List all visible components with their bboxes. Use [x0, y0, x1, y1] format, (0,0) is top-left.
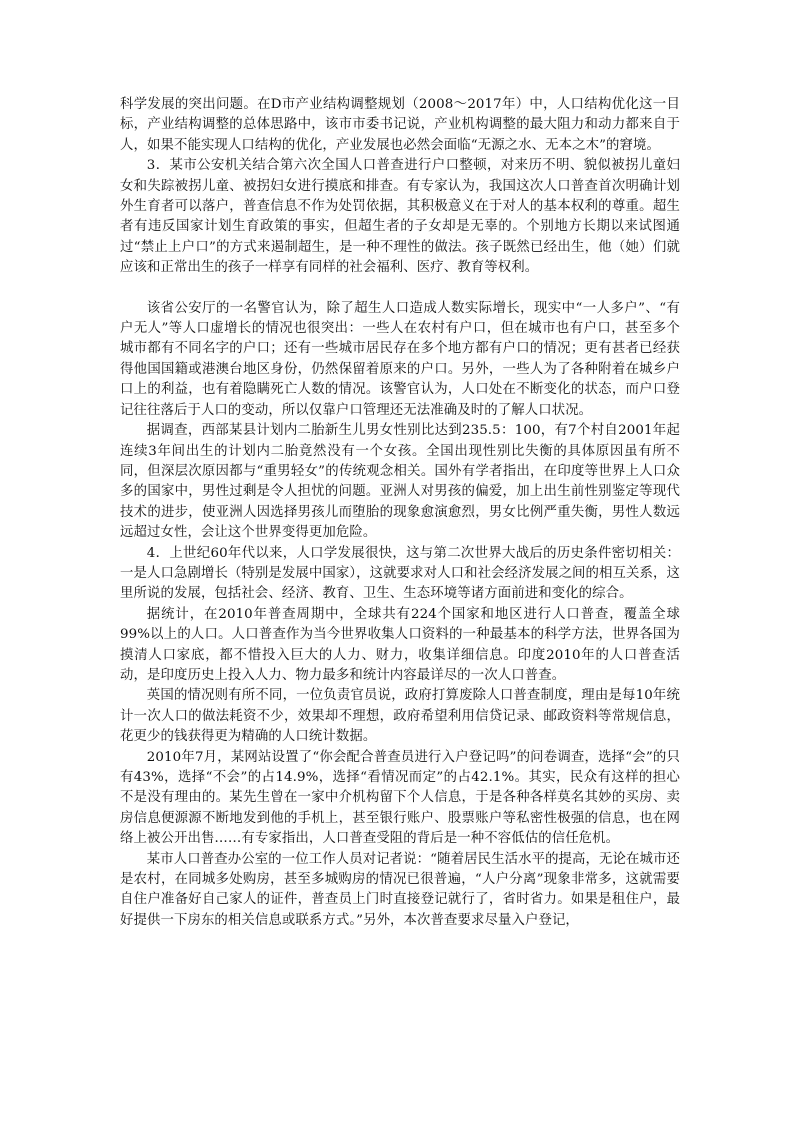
paragraph-p05: 4．上世纪60年代以来，人口学发展很快，这与第二次世界大战后的历史条件密切相关：一是人口急剧增长（特别是发展中国家），这就要求对人口和社会经济发展之间的相互关系，这里所说的发展，包括社会、经济、教育、卫生、生态环境等诸方面前进和变化的综合。 — [120, 545, 680, 602]
paragraph-gap — [120, 279, 680, 299]
paragraph-p06: 据统计，在2010年普查周期中，全球共有224个国家和地区进行人口普查，覆盖全球99%以上的人口。人口普查作为当今世界收集人口资料的一种最基本的科学方法，世界各国为摸清人口家底，都不惜投入巨大的人力、财力，收集详细信息。印度2010年的人口普查活动，是印度历史上投入人力、物力最多和统计内容最详尽的一次人口普查。 — [120, 606, 680, 683]
paragraph-p03: 该省公安厅的一名警官认为，除了超生人口造成人数实际增长，现实中“一人多户”、“有户无人”等人口虚增长的情况也很突出：一些人在农村有户口，但在城市也有户口，甚至多个城市都有不同名字的户口；还有一些城市居民存在多个地方都有户口的情况；更有甚者已经获得他国国籍或港澳台地区身份，仍然保留着原来的户口。另外，一些人为了各种附着在城乡户口上的利益，也有着隐瞒死亡人数的情况。该警官认为，人口处在不断变化的状态，而户口登记往往落后于人口的变动，所以仅靠户口管理还无法准确及时的了解人口状况。 — [120, 300, 680, 418]
paragraph-p08: 2010年7月，某网站设置了“你会配合普查员进行入户登记吗”的问卷调查，选择“会”的只有43%，选择“不会”的占14.9%，选择“看情况而定”的占42.1%。其实，民众有这样的担心不是没有理由的。某先生曾在一家中介机构留下个人信息，于是各种各样莫名其妙的买房、卖房信息便源源不断地发到他的手机上，甚至银行账户、股票账户等私密性极强的信息，也在网络上被公开出售……有专家指出，人口普查受阻的背后是一种不容低估的信任危机。 — [120, 749, 680, 847]
document-page — [120, 95, 680, 931]
paragraph-p01: 科学发展的突出问题。在D市产业结构调整规划（2008～2017年）中，人口结构优化这一目标，产业结构调整的总体思路中，该市市委书记说，产业机构调整的最大阻力和动力都来自于人，如果不能实现人口结构的优化，产业发展也必然会面临“无源之水、无本之木”的窘境。 — [120, 97, 680, 153]
paragraph-p04: 据调查，西部某县计划内二胎新生儿男女性别比达到235.5：100，有7个村自2001年起连续3年间出生的计划内二胎竟然没有一个女孩。全国出现性别比失衡的具体原因虽有所不同，但深层次原因都与“重男轻女”的传统观念相关。国外有学者指出，在印度等世界上人口众多的国家中，男性过剩是令人担忧的问题。亚洲人对男孩的偏爱，加上出生前性别鉴定等现代技术的进步，使亚洲人因选择男孩儿而堕胎的现象愈演愈烈，男女比例严重失衡，男性人数远远超过女性，会让这个世界变得更加危险。 — [120, 423, 680, 541]
paragraph-p02: 3．某市公安机关结合第六次全国人口普查进行户口整顿，对来历不明、貌似被拐儿童妇女和失踪被拐儿童、被拐妇女进行摸底和排查。有专家认为，我国这次人口普查首次明确计划外生育者可以落户，普查信息不作为处罚依据，其积极意义在于对人的基本权利的尊重。超生者有违反国家计划生育政策的事实，但超生者的子女却是无辜的。个别地方长期以来试图通过“禁止上户口”的方式来遏制超生，是一种不理性的做法。孩子既然已经出生，他（她）们就应该和正常出生的孩子一样享有同样的社会福利、医疗、教育等权利。 — [120, 158, 680, 276]
paragraph-p09: 某市人口普查办公室的一位工作人员对记者说：“随着居民生活水平的提高，无论在城市还是农村，在同城多处购房，甚至多城购房的情况已很普遍，“人户分离”现象非常多，这就需要自住户准备好自己家人的证件，普查员上门时直接登记就行了，省时省力。如果是租住户，最好提供一下房东的相关信息或联系方式。”另外，本次普查要求尽量入户登记， — [120, 851, 680, 928]
paragraph-p07: 英国的情况则有所不同，一位负责官员说，政府打算废除人口普查制度，理由是每10年统计一次人口的做法耗资不少，效果却不理想，政府希望利用信贷记录、邮政资料等常规信息，花更少的钱获得更为精确的人口统计数据。 — [120, 688, 680, 745]
